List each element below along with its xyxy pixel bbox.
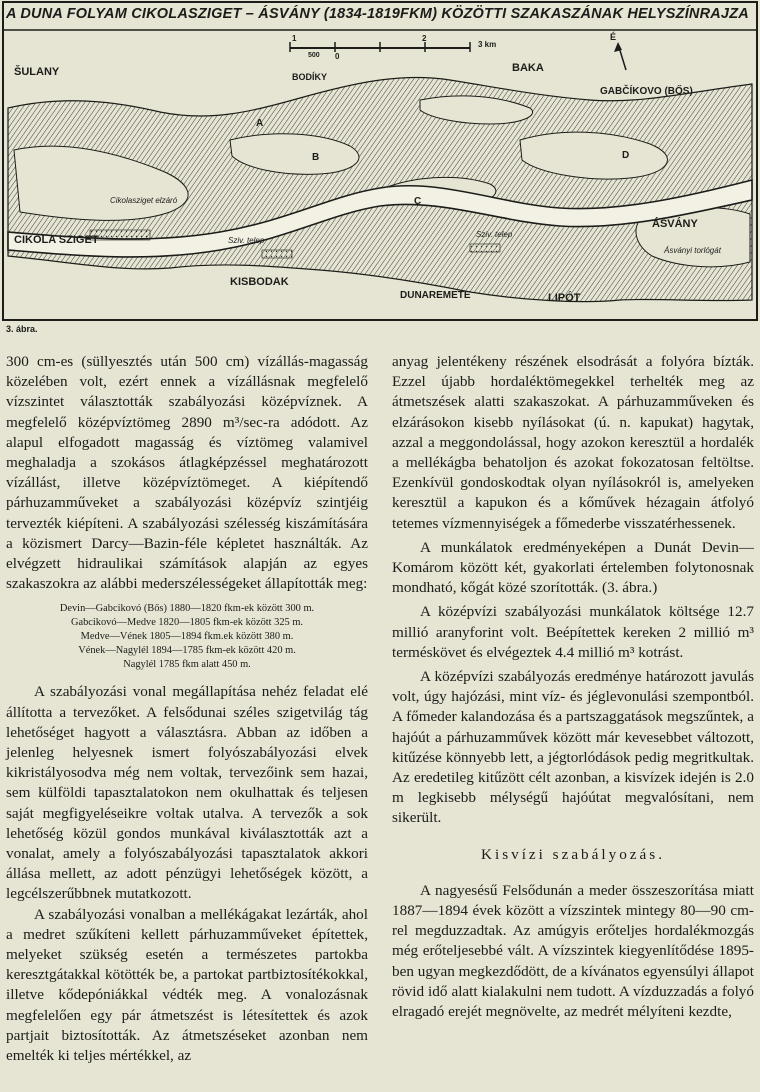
table-row: Nagylél 1785 fkm alatt 450 m. [123,659,251,671]
table-row: Vének—Nagylél 1894—1785 fkm-ek között 420 m. [78,645,296,657]
map-letter-b: B [312,152,320,163]
left-paragraph-2: A szabályozási vonal megállapítása nehéz feladat elé állította a tervezőket. A felsődunai széles szigetvilág tág lehetőséget hagyott a választásra. Abban az időben a jelenleg helyesnek ismert folyószabályozási elvek kikristályosodva még nem voltak, tervezőink sem hazai, sem külföldi tapasztalatokon nem okulhattak és teljesen saját megfigyeléseikre voltak utalva. A tervezők a sok lehetőség közül gondos munkával kiválasztották azt a vonalat, amely a folyószabályozási tapasztalatok akkori állása mellett, az adott pénzügyi lehetőségek között, a legcélszerűbbnek mutatkozott. [6,683,368,903]
scale-bar [290,42,470,52]
table-row: Gabcikovó—Medve 1820—1805 fkm-ek között 325 m. [70,617,304,629]
map-letter-d: D [622,150,630,161]
left-paragraph-1: 300 cm-es (süllyesztés után 500 cm) vízállás-magasság közelében volt, ezért ennek a vízállásnak megfelelő vízszintet választották szabályozási középvíznek. A megfelelő középvíztömeg 2890 m³/sec-ra adódott. Az alapul elfogadott magasság és víztömeg valamivel meghaladja a szokásos átlagképzéssel meghatározott vízállást, illetve középvíztömeget. A kiépítendő párhuzamműveket a szabályozási középvíz szintjéig tervezték kiépíteni. A szabályozási szélesség kiszámítására a közismert Darcy—Bazin-féle képletet használták. Az elvégzett hidraulikai számítások alapján az egyes szakaszokra az alábbi mederszélességeket állapították meg: [6,353,368,593]
right-paragraph-2: A munkálatok eredményeképen a Dunát Devin—Komárom között két, gyakorlati értelemben folytonosnak mondható, kőgát közé szorították. (3. ábra.) [392,538,754,597]
right-paragraph-5: A nagyesésű Felsődunán a meder összeszorítása miatt 1887—1894 évek között a vízszintek mintegy 80—90 cm-rel megduzzadtak. Az amúgyis erőteljes hordalékmozgás még erőteljesebbé vált. A vízszintek kiegyenlítődése 1895-ben ugyan megkezdődött, de a kívánatos egyensúlyi állapot rövid idő alatt kialakulni nem tudott. A vízduzzadás a folyó elragadó erejét megnövelte, az medrét mélyíteni kezdte, [392,881,754,1021]
right-column [392,352,754,1022]
map-letter-c: C [414,196,422,207]
map-drawing [0,0,760,322]
place-sziv-telep-2: Sziv. telep [476,230,513,239]
north-label: É [610,32,617,42]
scale-label-1: 1 [292,34,297,43]
width-table [6,602,368,672]
right-paragraph-4: A középvízi szabályozás eredménye határozott javulás volt, úgy hajózási, mint víz- és jéglevonulási szempontból. A főmeder kalandozása és a partszaggatások megszűntek, a hajóút a párhuzamművek között már kevesebbet változott, kitűzése könnyebb lett, a jégtorlódások pedig megritkultak. Az eredetileg kitűzött célt azonban, a kisvízek idején is 2.0 m legkisebb mélységű hajóútat megvalósítani, nem sikerült. [392,668,754,827]
map-title: A DUNA FOLYAM CIKOLASZIGET – ÁSVÁNY (1834-1819FKM) KÖZÖTTI SZAKASZÁNAK HELYSZÍNRAJZA [6,6,749,22]
figure-caption: 3. ábra. [6,324,38,334]
place-sziv-telep-1: Sziv. telep [228,236,265,245]
map-figure [0,0,760,322]
place-cikola-sziget: CIKOLA SZIGET [14,234,99,246]
scale-label-km: 3 km [478,40,497,49]
place-asvany: ÁSVÁNY [652,218,698,230]
place-baka: BAKA [512,62,544,74]
right-paragraph-1: anyag jelentékeny részének elsodrását a folyóra bízták. Ezzel újabb hordaléktömegekkel terhelték meg az átmetszések alatti szakaszokat. A párhuzamműveken és elzárásokon kisebb nyílásokat (ú. n. kapukat) hagytak, azzal a meggondolással, hogy azokon keresztül a hordalék a mellékágba behatoljon és azokat fokozatosan feltöltse. Ezenkívül gondoskodtak olyan nyílásokról is, amelyeken keresztül a kapukon és a kőművek hézagain átfolyó tetemes vízmennyiségek a főmederbe visszatérhessenek. [392,353,754,532]
place-dunaremete: DUNAREMETE [400,290,471,301]
map-letter-a: A [256,118,264,129]
place-cikolasziget-elzaro: Cikolasziget elzáró [110,196,178,205]
section-heading: Kisvízi szabályozás. [481,845,665,863]
left-column [6,352,368,1066]
left-paragraph-3: A szabályozási vonalban a mellékágakat lezárták, ahol a medret szűkíteni kellett párhuzamműveket építettek, melyeket szükség esetén a természetes partokba keresztgátakkal kötötték be, a partokat partbiztosítékokkal, illetve kődepóniákkal védték meg. A vonalozásnak megfelelően egy pár átmetszést is létesítettek és azok partjait biztosították. Az átmetszéseket azonban nem emelték ki teljes mértékkel, az [6,905,368,1065]
table-row: Medve—Vének 1805—1894 fkm.ek között 380 m. [80,631,294,643]
place-gabcikovo: GABČÍKOVO (BŐS) [600,86,693,97]
place-sulany: ŠULANY [14,66,60,78]
right-paragraph-3: A középvízi szabályozási munkálatok költsége 12.7 millió aranyforint volt. Beépítettek kereken 2 millió m³ terméskövet és elvégeztek 4.4 millió m³ kotrást. [392,603,754,661]
place-bodiky: BODÍKY [292,72,328,82]
place-lipot: LIPÓT [548,292,581,304]
scale-label-2: 2 [422,34,427,43]
scale-label-500: 500 [308,52,320,59]
north-arrow-icon [614,42,626,70]
place-kisbodak: KISBODAK [230,276,289,288]
table-row: Devin—Gabcikovó (Bős) 1880—1820 fkm-ek között 300 m. [59,603,315,615]
place-asvanyi-torlogat: Ásványi torlógát [664,246,721,255]
scale-label-0: 0 [335,52,340,61]
